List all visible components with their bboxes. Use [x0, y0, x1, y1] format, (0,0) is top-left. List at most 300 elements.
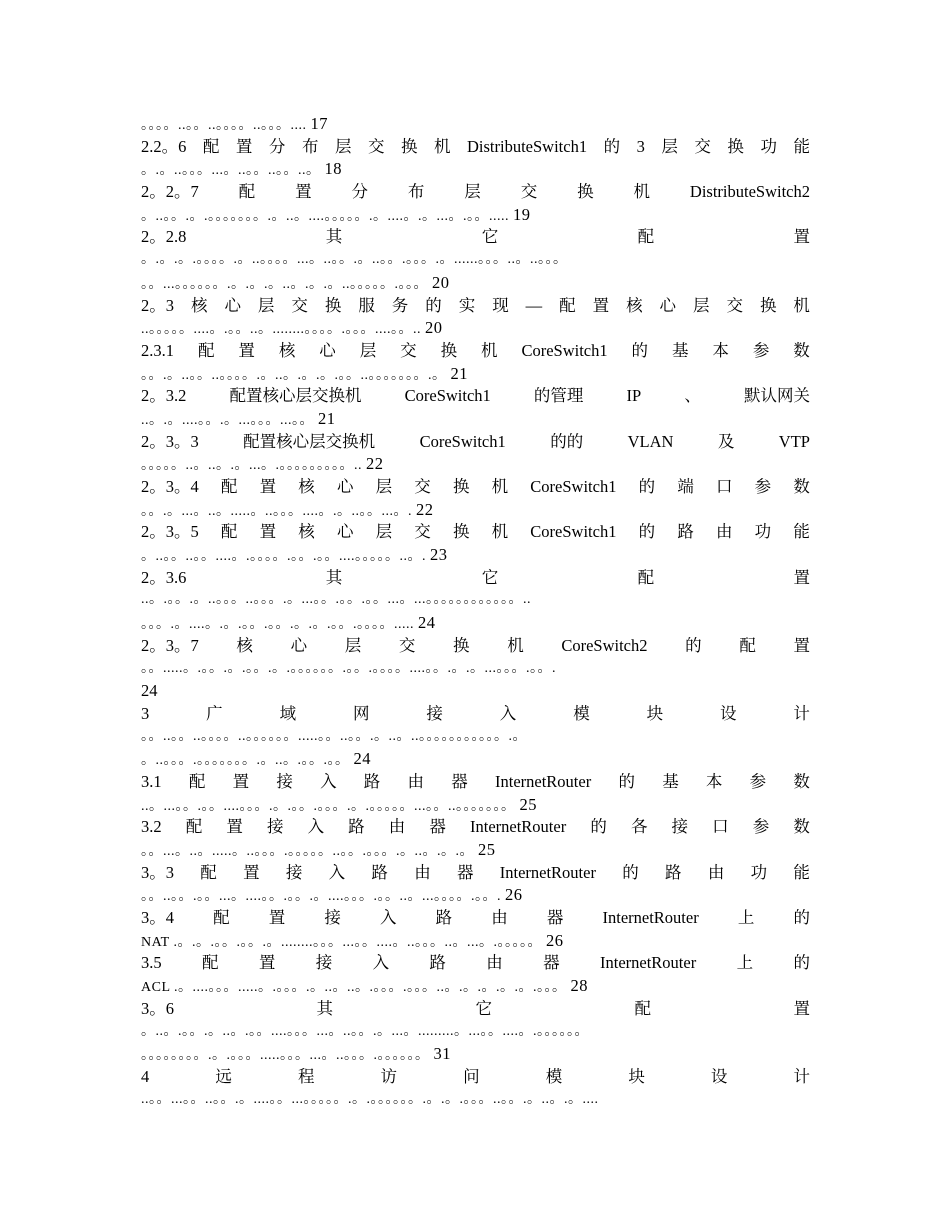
toc-title-token: 网 — [352, 703, 370, 723]
toc-title-token: 机 — [507, 635, 524, 655]
toc-title-token: 2。3。3 — [141, 431, 199, 451]
toc-title-token: 能 — [793, 522, 810, 542]
toc-title-token: 器 — [429, 817, 446, 837]
toc-title-token: 层 — [375, 522, 393, 542]
toc-title-token: 域 — [279, 703, 297, 723]
toc-title-token: InternetRouter — [602, 908, 699, 928]
toc-title-token: 置 — [238, 340, 255, 360]
toc-title-token: 的 — [622, 862, 639, 882]
toc-page-number: 22 — [366, 454, 384, 474]
toc-page-number: 25 — [478, 840, 496, 859]
toc-title-token: 配置核心层交换机 — [243, 431, 376, 451]
toc-leader-dots: 。。。。。..。..。.。...。.。。。。。。。。。.. — [141, 458, 362, 474]
toc-page-number: 24 — [353, 749, 371, 769]
toc-entry-title — [141, 952, 810, 975]
toc-title-token: 路 — [435, 908, 453, 928]
toc-leader-line — [141, 544, 810, 567]
toc-title-token: 2。2。7 — [141, 182, 199, 202]
toc-title-token: 心 — [290, 635, 308, 655]
toc-title-token: 核 — [278, 340, 296, 360]
toc-leader-dots: 。..。。.。.。。。。。。。.。..。....。。。。。.。....。.。...。.。。..... — [141, 208, 509, 224]
toc-title-token: 由 — [407, 771, 425, 791]
toc-title-token: 口 — [712, 817, 729, 837]
toc-title-token: 心 — [659, 295, 677, 315]
toc-title-token: 器 — [543, 953, 560, 973]
toc-title-token: 远 — [215, 1066, 232, 1086]
toc-title-token: 交 — [726, 295, 743, 315]
toc-title-token: InternetRouter — [499, 862, 596, 882]
toc-page-number: 26 — [505, 885, 523, 905]
toc-title-token: 基 — [671, 340, 689, 360]
toc-title-token: 接 — [671, 817, 689, 837]
toc-entry-title — [141, 771, 810, 794]
toc-title-token: 由 — [388, 817, 406, 837]
toc-title-token: 的 — [793, 953, 810, 973]
toc-title-token: 端 — [677, 477, 694, 496]
toc-title-token: 务 — [391, 295, 409, 315]
toc-title-token: 置 — [793, 635, 810, 655]
toc-leader-line — [141, 204, 810, 227]
toc-title-token: 路 — [348, 817, 365, 837]
toc-title-token: 3。3 — [141, 862, 174, 882]
toc-title-token: 、 — [684, 386, 701, 406]
toc-title-token: 核 — [298, 477, 315, 496]
toc-title-token: 入 — [372, 953, 390, 973]
toc-title-token: 3。4 — [141, 908, 174, 928]
toc-title-token: 块 — [628, 1066, 645, 1086]
toc-title-token: 程 — [297, 1066, 315, 1086]
toc-title-token: 广 — [206, 703, 223, 723]
toc-leader-dots: 。。。.。....。.。.。。.。。.。.。.。。.。。。。..... — [141, 617, 414, 633]
toc-leader-dots: 。..。.。。.。..。.。。....。。。...。..。。.。...。.........。...。。....。.。。。。。。 — [141, 1023, 589, 1039]
toc-title-token: 问 — [463, 1066, 480, 1086]
toc-leader-line — [141, 453, 810, 476]
toc-title-token: 现 — [492, 295, 509, 315]
toc-title-token: 交 — [414, 522, 431, 542]
toc-title-token: 数 — [793, 771, 810, 791]
toc-leader-dots: ..。。。。。....。.。。..。........。。。。.。。。....。。.. — [141, 322, 421, 338]
toc-title-token: 它 — [475, 998, 492, 1018]
toc-title-token: 接 — [266, 817, 284, 837]
toc-title-token: 配 — [220, 522, 238, 542]
toc-title-token: 参 — [752, 817, 770, 837]
toc-title-token: 的 — [425, 295, 442, 315]
toc-title-token: 由 — [707, 862, 725, 882]
toc-title-token: 配 — [559, 295, 576, 315]
toc-title-token: 参 — [749, 771, 767, 791]
toc-title-token: 4 — [141, 1066, 150, 1086]
toc-title-token: 其 — [325, 227, 343, 247]
toc-title-token: 路 — [429, 953, 446, 973]
toc-title-token: 器 — [456, 862, 474, 882]
toc-title-token: 2。3。7 — [141, 635, 199, 655]
toc-leader-line — [141, 1089, 810, 1112]
toc-page-number: 20 — [425, 318, 443, 338]
toc-title-token: 入 — [320, 771, 337, 791]
toc-title-token: 置 — [295, 182, 312, 202]
toc-title-token: 2。3.2 — [141, 386, 187, 406]
toc-title-token: 服 — [358, 295, 375, 315]
toc-leader-dots: ..。。...。。..。。.。....。。...。。。。。.。.。。。。。。.。.。.。。。..。。.。..。.。.... — [141, 1091, 599, 1107]
toc-page-number: 25 — [519, 794, 537, 814]
toc-title-token: 机 — [434, 136, 451, 156]
toc-title-token: 功 — [760, 136, 777, 156]
toc-title-token: 机 — [481, 340, 498, 360]
toc-entry-title — [141, 907, 810, 930]
toc-title-token: 配 — [201, 953, 219, 973]
toc-entry-title — [141, 1066, 810, 1089]
toc-title-token: 路 — [665, 862, 682, 882]
toc-title-token: 置 — [258, 953, 276, 973]
toc-entry-title — [141, 136, 810, 159]
toc-leader-line — [141, 839, 810, 862]
toc-title-token: 入 — [499, 703, 517, 723]
toc-leader-dots: 。。..。。.。。...。....。。.。。.。....。。。.。。..。...。。。。.。。. — [141, 889, 501, 905]
toc-page-number: 21 — [450, 363, 468, 383]
toc-title-token: 入 — [307, 817, 325, 837]
toc-title-token: 路 — [363, 771, 381, 791]
toc-title-token: 接 — [276, 771, 293, 791]
toc-title-token: 设 — [720, 703, 737, 723]
toc-leader-dots: ..。.。。.。..。。。..。。。.。...。。.。。.。。...。...。。。。。。。。。。。。.. — [141, 592, 531, 608]
toc-title-token: 置 — [259, 522, 277, 542]
toc-title-token: InternetRouter — [495, 771, 592, 791]
toc-title-token: 交 — [414, 477, 431, 496]
toc-title-token: 核 — [190, 295, 208, 315]
toc-title-token: 3.5 — [141, 953, 162, 973]
toc-title-token: 核 — [626, 295, 643, 315]
toc-leader-line — [141, 499, 810, 522]
toc-page-number: 24 — [141, 681, 158, 701]
toc-title-token: 机 — [633, 182, 650, 202]
toc-title-token: — — [525, 295, 543, 315]
toc-title-token: 参 — [752, 340, 770, 360]
toc-title-token: 的 — [685, 635, 702, 655]
toc-title-token: 路 — [677, 522, 694, 542]
toc-title-token: CoreSwitch1 — [530, 522, 617, 542]
table-of-contents — [141, 113, 810, 1111]
toc-title-token: 访 — [380, 1066, 398, 1086]
toc-title-token: 置 — [793, 227, 810, 247]
toc-leader-line — [141, 930, 810, 953]
toc-leader-line — [141, 794, 810, 817]
toc-leader-line — [141, 158, 810, 181]
toc-leader-dots: NAT .。.。.。。.。。.。........。。。...。。....。..。。。..。...。.。。。。。 — [141, 934, 542, 950]
toc-title-token: 模 — [573, 703, 590, 723]
toc-title-token: VLAN — [627, 431, 674, 451]
toc-title-token: 换 — [440, 340, 458, 360]
toc-title-token: 器 — [546, 908, 564, 928]
toc-entry-title — [141, 567, 810, 590]
toc-leader-line — [141, 589, 810, 612]
toc-title-token: 核 — [236, 635, 253, 655]
toc-title-token: 3 — [141, 703, 150, 723]
toc-title-token: 上 — [736, 953, 754, 973]
toc-page-number: 22 — [416, 499, 434, 519]
toc-title-token: 上 — [737, 908, 755, 928]
toc-leader-dots: 。.。.。.。。。。.。..。。。。...。..。。.。..。。.。。。.。......。。。..。..。。。 — [141, 252, 568, 268]
toc-leader-dots: 。。。。。。。。.。.。。。.....。。。...。..。。。.。。。。。。 — [141, 1048, 430, 1064]
toc-leader-dots: 。..。。..。。....。.。。。。.。。.。。....。。。。。..。. — [141, 549, 426, 565]
toc-title-token: 置 — [259, 477, 277, 496]
toc-title-token: 置 — [235, 136, 253, 156]
toc-title-token: 交 — [520, 182, 538, 202]
toc-title-token: 配 — [200, 862, 217, 882]
toc-title-token: 交 — [694, 136, 711, 156]
toc-title-token: 能 — [793, 862, 810, 882]
toc-title-token: 置 — [793, 998, 810, 1018]
toc-title-token: 的 — [631, 340, 649, 360]
toc-title-token: 块 — [646, 703, 664, 723]
toc-leader-line — [141, 726, 810, 749]
toc-entry-title — [141, 635, 810, 658]
toc-title-token: 换 — [727, 136, 744, 156]
toc-leader-line — [141, 363, 810, 386]
toc-title-token: 换 — [452, 477, 470, 496]
toc-leader-line — [141, 975, 810, 998]
toc-title-token: 功 — [754, 522, 772, 542]
toc-title-token: 模 — [545, 1066, 563, 1086]
toc-title-token: 交 — [400, 340, 417, 360]
toc-title-token: 的管理 — [533, 386, 584, 406]
toc-entry-title — [141, 703, 810, 726]
toc-leader-line — [141, 1021, 810, 1044]
toc-title-token: 本 — [705, 771, 723, 791]
toc-title-token: 入 — [328, 862, 346, 882]
toc-title-token: 的 — [638, 522, 656, 542]
toc-title-token: CoreSwitch1 — [530, 477, 617, 496]
toc-title-token: 机 — [491, 522, 509, 542]
toc-title-token: 置 — [243, 862, 260, 882]
toc-title-token: 配 — [637, 567, 655, 587]
toc-title-token: 它 — [481, 227, 499, 247]
toc-entry-title — [141, 862, 810, 885]
toc-title-token: CoreSwitch1 — [419, 431, 506, 451]
toc-title-token: 配 — [238, 182, 256, 202]
toc-title-token: 3.1 — [141, 771, 162, 791]
toc-title-token: 及 — [717, 431, 735, 451]
toc-entry-title — [141, 816, 810, 839]
toc-title-token: 配 — [637, 227, 655, 247]
toc-title-token: 3.2 — [141, 817, 162, 837]
toc-page-number: 24 — [418, 613, 436, 633]
toc-title-token: 的 — [793, 908, 810, 928]
toc-title-token: 核 — [298, 522, 315, 542]
toc-title-token: 3。6 — [141, 998, 174, 1018]
toc-leader-line — [141, 612, 810, 635]
toc-title-token: 2。3.6 — [141, 567, 187, 587]
toc-title-token: 其 — [325, 567, 343, 587]
toc-title-token: DistributeSwitch2 — [689, 182, 810, 202]
toc-title-token: CoreSwitch1 — [521, 340, 608, 360]
toc-entry-title — [141, 476, 810, 499]
toc-title-token: 默认网关 — [743, 386, 810, 406]
toc-title-token: 配 — [202, 136, 220, 156]
toc-page-number: 26 — [545, 930, 564, 950]
toc-title-token: 计 — [793, 703, 810, 723]
toc-title-token: 配 — [739, 635, 756, 655]
toc-page-number-line — [141, 680, 810, 703]
toc-leader-line — [141, 317, 810, 340]
toc-page-number: 18 — [324, 159, 342, 179]
toc-title-token: 心 — [336, 522, 354, 542]
toc-page-number: 31 — [433, 1044, 451, 1064]
toc-leader-line — [141, 658, 810, 681]
toc-title-token: 其 — [316, 998, 333, 1018]
toc-title-token: 入 — [380, 908, 397, 928]
toc-leader-dots: ..。.。....。。.。...。。。...。。 — [141, 412, 314, 428]
toc-title-token: 口 — [715, 477, 733, 496]
toc-title-token: 的 — [638, 477, 656, 496]
toc-title-token: 路 — [371, 862, 388, 882]
toc-title-token: 功 — [750, 862, 768, 882]
toc-title-token: 布 — [407, 182, 425, 202]
toc-title-token: 层 — [661, 136, 678, 156]
toc-title-token: CoreSwitch2 — [561, 635, 648, 655]
toc-title-token: 交 — [398, 635, 416, 655]
toc-title-token: 心 — [319, 340, 336, 360]
toc-entry-title — [141, 181, 810, 204]
toc-title-token: 置 — [793, 567, 810, 587]
toc-title-token: 分 — [268, 136, 286, 156]
toc-title-token: 2。2.8 — [141, 227, 187, 247]
toc-title-token: 的 — [618, 771, 635, 791]
toc-title-token: 计 — [793, 1066, 810, 1086]
toc-entry-title — [141, 226, 810, 249]
toc-title-token: 数 — [793, 477, 810, 496]
toc-title-token: 置 — [232, 771, 250, 791]
toc-title-token: 基 — [662, 771, 679, 791]
toc-title-token: 配 — [185, 817, 203, 837]
toc-title-token: 置 — [226, 817, 243, 837]
toc-leader-line — [141, 249, 810, 272]
toc-leader-dots: 。。.。...。..。.....。..。。。....。.。..。。...。. — [141, 503, 412, 519]
toc-entry-title — [141, 295, 810, 318]
toc-title-token: 布 — [301, 136, 319, 156]
toc-leader-dots: 。..。。。.。。。。。。。.。..。.。。.。。 — [141, 753, 350, 769]
toc-title-token: 心 — [224, 295, 241, 315]
toc-title-token: 数 — [793, 817, 810, 837]
toc-leader-dots: 。。.....。.。。.。.。。.。.。。。。。。.。。.。。。。....。。.。.。...。。。.。。. — [141, 660, 556, 676]
toc-entry-title — [141, 340, 810, 363]
toc-title-token: 换 — [324, 295, 342, 315]
toc-title-token: 层 — [334, 136, 352, 156]
toc-title-token: 交 — [367, 136, 385, 156]
toc-title-token: 换 — [452, 522, 470, 542]
toc-leader-line — [141, 272, 810, 295]
toc-title-token: 置 — [268, 908, 286, 928]
toc-title-token: 层 — [375, 477, 393, 496]
toc-entry-title — [141, 431, 810, 454]
toc-leader-line — [141, 408, 810, 431]
toc-title-token: 实 — [458, 295, 476, 315]
toc-title-token: 换 — [400, 136, 418, 156]
toc-title-token: 2。3 — [141, 295, 174, 315]
toc-title-token: 能 — [793, 136, 810, 156]
toc-title-token: 由 — [414, 862, 431, 882]
toc-title-token: 的 — [590, 817, 607, 837]
toc-title-token: IP — [626, 386, 642, 406]
toc-leader-dots: 。。...。。。。。。.。.。.。..。.。.。..。。。。。.。。。 — [141, 276, 428, 292]
toc-title-token: 配 — [188, 771, 206, 791]
toc-entry-title — [141, 521, 810, 544]
toc-title-token: 它 — [481, 567, 499, 587]
toc-title-token: 机 — [793, 295, 810, 315]
toc-entry-title — [141, 998, 810, 1021]
toc-title-token: 分 — [351, 182, 368, 202]
toc-title-token: 配 — [634, 998, 651, 1018]
toc-title-token: 置 — [592, 295, 610, 315]
toc-title-token: 2。3。4 — [141, 477, 199, 496]
toc-title-token: 2.2。6 — [141, 136, 187, 156]
toc-title-token: InternetRouter — [470, 817, 567, 837]
toc-leader-dots: ACL .。....。。。.....。.。。。.。..。..。.。。。.。。。..。.。.。.。.。.。。。 — [141, 980, 567, 996]
toc-title-token: 层 — [344, 635, 362, 655]
toc-title-token: 配置核心层交换机 — [229, 386, 362, 406]
toc-title-token: 的的 — [550, 431, 584, 451]
toc-title-token: 配 — [213, 908, 230, 928]
toc-title-token: 2.3.1 — [141, 340, 174, 360]
toc-title-token: 2。3。5 — [141, 522, 199, 542]
toc-title-token: CoreSwitch1 — [404, 386, 491, 406]
toc-title-token: 机 — [491, 477, 509, 496]
toc-title-token: 器 — [451, 771, 468, 791]
toc-title-token: 心 — [336, 477, 354, 496]
toc-leader-line — [141, 113, 810, 136]
toc-title-token: 本 — [712, 340, 729, 360]
toc-title-token: 配 — [220, 477, 238, 496]
toc-page-number: 23 — [430, 545, 448, 565]
toc-page-number: 17 — [310, 114, 328, 133]
toc-leader-line — [141, 1043, 810, 1066]
toc-page-number: 28 — [570, 976, 588, 996]
toc-title-token: 由 — [491, 908, 508, 928]
toc-title-token: 层 — [359, 340, 377, 360]
toc-title-token: 接 — [315, 953, 333, 973]
toc-leader-dots: 。。。。..。。..。。。。..。。。.... — [141, 118, 307, 133]
toc-leader-line — [141, 748, 810, 771]
toc-title-token: 交 — [291, 295, 308, 315]
toc-leader-dots: 。。..。。..。。。。..。。。。。。.....。。..。。.。..。..。。。。。。。。。。。.。 — [141, 728, 527, 744]
toc-leader-dots: 。。.。..。。..。。。。.。..。.。.。.。。..。。。。。。。.。 — [141, 367, 447, 383]
toc-title-token: 接 — [324, 908, 341, 928]
toc-title-token: VTP — [778, 431, 810, 451]
toc-title-token: 由 — [715, 522, 733, 542]
toc-title-token: 设 — [710, 1066, 728, 1086]
toc-title-token: 数 — [793, 340, 810, 360]
toc-leader-dots: ..。...。。.。。....。。。.。.。。.。。。.。.。。。。。...。。..。。。。。。。 — [141, 798, 516, 814]
toc-title-token: InternetRouter — [600, 953, 697, 973]
toc-title-token: 层 — [257, 295, 275, 315]
toc-title-token: 层 — [693, 295, 710, 315]
toc-entry-title — [141, 385, 810, 408]
toc-title-token: 由 — [486, 953, 503, 973]
toc-title-token: 3 — [636, 136, 645, 156]
toc-title-token: 的 — [603, 136, 621, 156]
toc-title-token: 接 — [426, 703, 443, 723]
toc-page-number: 19 — [513, 204, 531, 224]
toc-page-number: 21 — [318, 408, 336, 428]
toc-leader-dots: 。。...。..。.....。..。。。.。。。。。..。。.。。。.。..。.。.。 — [141, 844, 474, 859]
toc-title-token: 各 — [630, 817, 648, 837]
toc-page-number: 20 — [432, 272, 450, 292]
toc-title-token: 换 — [759, 295, 777, 315]
toc-title-token: 配 — [197, 340, 215, 360]
toc-title-token: DistributeSwitch1 — [467, 136, 588, 156]
toc-title-token: 参 — [754, 477, 772, 496]
toc-leader-line — [141, 884, 810, 907]
toc-title-token: 层 — [464, 182, 481, 202]
